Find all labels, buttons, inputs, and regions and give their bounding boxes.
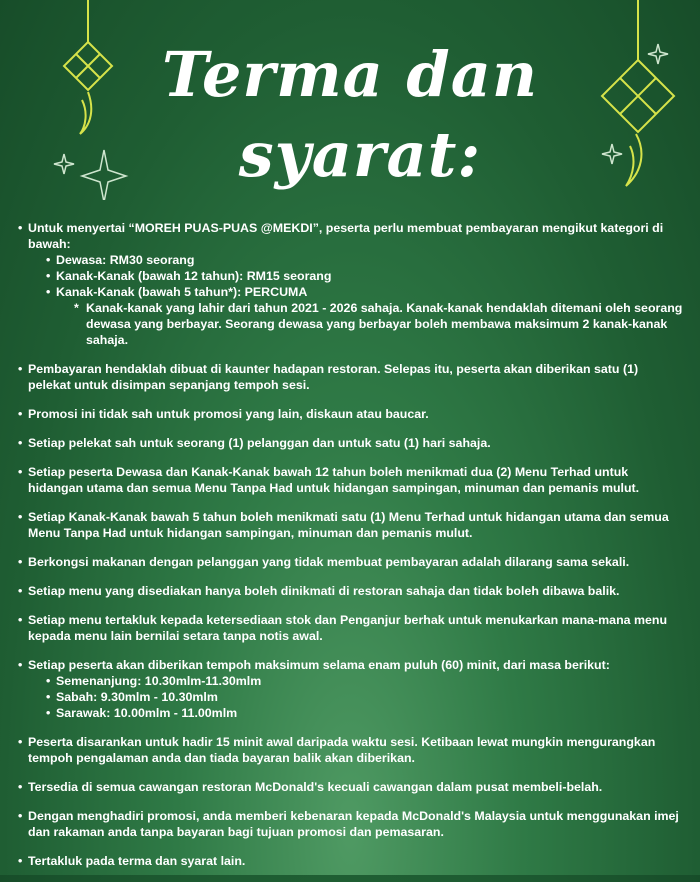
term-item bbox=[18, 220, 683, 348]
term-item: • Setiap peserta Dewasa dan Kanak-Kanak bawah 12 tahun boleh menikmati dua (2) Menu Terhad untuk hidangan utama dan semua Menu Tanpa Had untuk hidangan sampingan, minuman dan pemanis mulut. bbox=[18, 464, 683, 496]
term-item: • Peserta disarankan untuk hadir 15 minit awal daripada waktu sesi. Ketibaan lewat mungkin mengurangkan tempoh pengalaman anda dan tiada bayaran balik akan diberikan. bbox=[18, 734, 683, 766]
term-sub-item: • Kanak-Kanak (bawah 12 tahun): RM15 seorang bbox=[28, 268, 683, 284]
term-item: • Setiap menu yang disediakan hanya boleh dinikmati di restoran sahaja dan tidak boleh dibawa balik. bbox=[18, 583, 683, 599]
terms-list bbox=[18, 220, 683, 882]
term-item: • Setiap menu tertakluk kepada ketersediaan stok dan Penganjur berhak untuk menukarkan mana-mana menu kepada menu lain bernilai setara tanpa notis awal. bbox=[18, 612, 683, 644]
term-item bbox=[18, 657, 683, 721]
term-sub-item: • Semenanjung: 10.30mlm-11.30mlm bbox=[28, 673, 683, 689]
term-sub-item: • Dewasa: RM30 seorang bbox=[28, 252, 683, 268]
page-title-line-2: syarat: bbox=[238, 118, 482, 191]
term-note: * Kanak-kanak yang lahir dari tahun 2021 - 2026 sahaja. Kanak-kanak hendaklah ditemani oleh seorang dewasa yang berbayar. Seorang dewasa yang berbayar boleh membawa maksimum 2 kanak-kanak sahaja. bbox=[28, 300, 683, 348]
term-sub-item: • Kanak-Kanak (bawah 5 tahun*): PERCUMA bbox=[28, 284, 683, 300]
term-item: • Setiap pelekat sah untuk seorang (1) pelanggan dan untuk satu (1) hari sahaja. bbox=[18, 435, 683, 451]
term-text: • Setiap peserta akan diberikan tempoh maksimum selama enam puluh (60) minit, dari masa berikut: bbox=[28, 658, 610, 672]
term-text: • Untuk menyertai “MOREH PUAS-PUAS @MEKDI”, peserta perlu membuat pembayaran mengikut kategori di bawah: bbox=[28, 221, 664, 251]
term-item: • Dengan menghadiri promosi, anda memberi kebenaran kepada McDonald's Malaysia untuk menggunakan imej dan rakaman anda tanpa bayaran bagi tujuan promosi dan pemasaran. bbox=[18, 808, 683, 840]
term-item: • Berkongsi makanan dengan pelanggan yang tidak membuat pembayaran adalah dilarang sama sekali. bbox=[18, 554, 683, 570]
page-title-line-1: Terma dan bbox=[161, 38, 539, 111]
term-sub-item: • Sarawak: 10.00mlm - 11.00mlm bbox=[28, 705, 683, 721]
term-item: • Tersedia di semua cawangan restoran McDonald's kecuali cawangan dalam pusat membeli-belah. bbox=[18, 779, 683, 795]
term-item: • Pembayaran hendaklah dibuat di kaunter hadapan restoran. Selepas itu, peserta akan diberikan satu (1) pelekat untuk disimpan sepanjang tempoh sesi. bbox=[18, 361, 683, 393]
term-item: • Promosi ini tidak sah untuk promosi yang lain, diskaun atau baucar. bbox=[18, 406, 683, 422]
term-item: • Tertakluk pada terma dan syarat lain. bbox=[18, 853, 683, 869]
term-sub-item: • Sabah: 9.30mlm - 10.30mlm bbox=[28, 689, 683, 705]
term-item: • Setiap Kanak-Kanak bawah 5 tahun boleh menikmati satu (1) Menu Terhad untuk hidangan utama dan semua Menu Tanpa Had untuk hidangan sampingan, minuman dan pemanis mulut. bbox=[18, 509, 683, 541]
